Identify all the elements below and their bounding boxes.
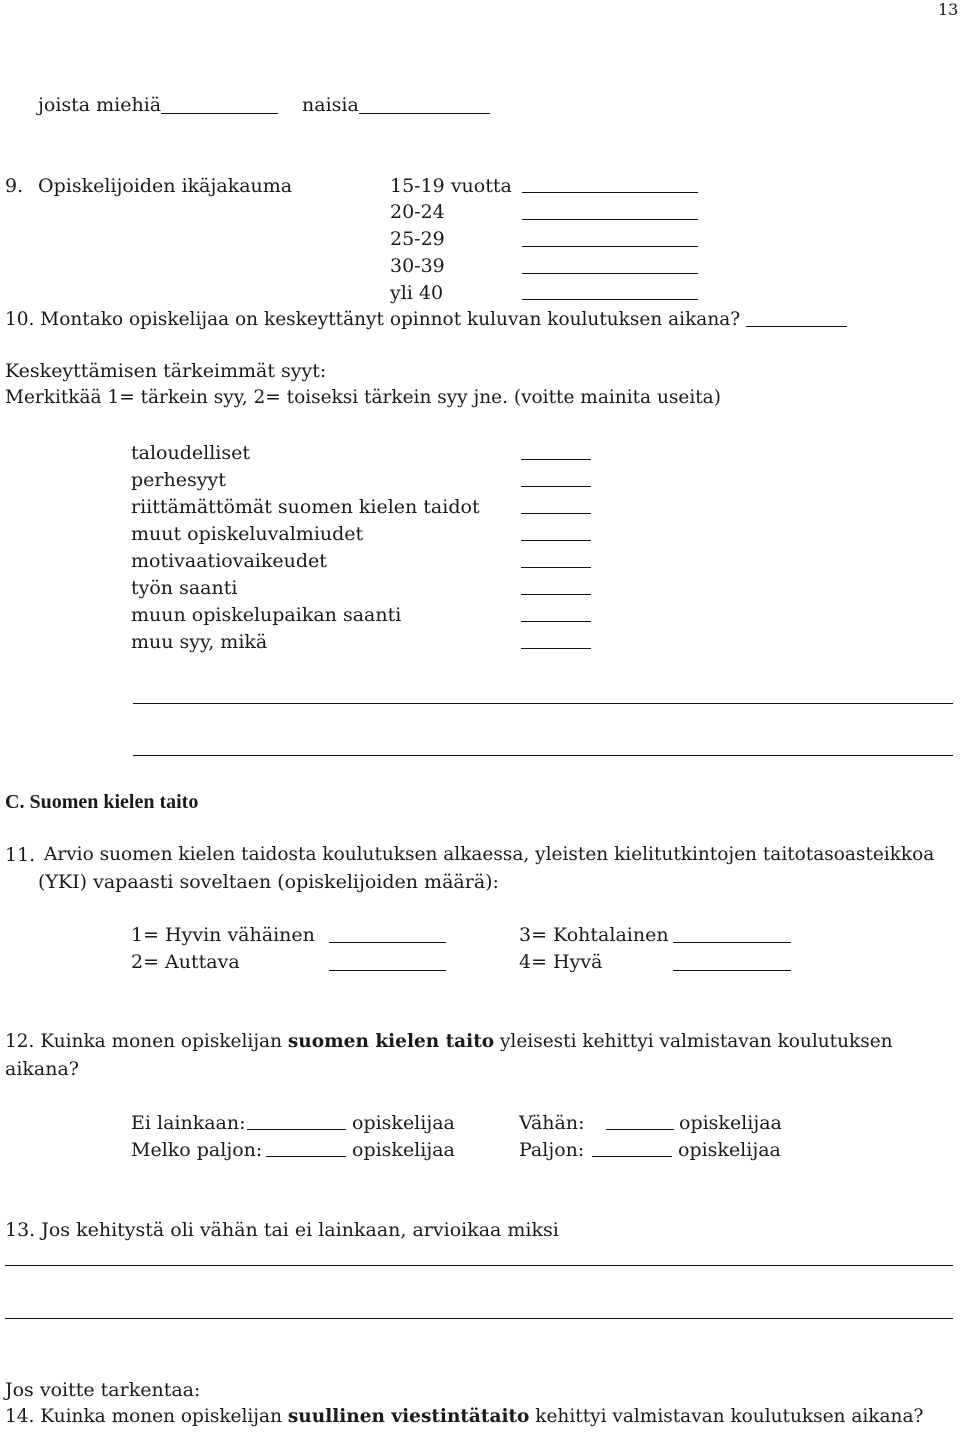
reason-label: riittämättömät suomen kielen taidot (131, 496, 480, 518)
age-range-label: yli 40 (390, 282, 444, 304)
q12-text-post: yleisesti kehittyi valmistavan koulutuksen (499, 1031, 893, 1052)
reason-answer-line[interactable] (521, 594, 591, 595)
level-label: 2= Auttava (131, 951, 240, 973)
reasons-instruction: Merkitkää 1= tärkein syy, 2= toiseksi tärkein syy jne. (voitte mainita useita) (5, 387, 721, 408)
reasons-heading: Keskeyttämisen tärkeimmät syyt: (5, 360, 327, 382)
q14-text-bold: suullinen viestintätaito (287, 1406, 530, 1427)
option-answer-line[interactable] (266, 1156, 346, 1157)
age-range-answer-line[interactable] (522, 299, 698, 300)
option-answer-line[interactable] (606, 1129, 674, 1130)
level-answer-line[interactable] (329, 942, 446, 943)
age-range-label: 20-24 (390, 201, 445, 223)
other-reason-line[interactable] (133, 703, 953, 704)
level-label: 3= Kohtalainen (519, 924, 669, 946)
reason-label: motivaatiovaikeudet (131, 550, 327, 572)
age-range-label: 30-39 (390, 255, 445, 277)
q12-text-bold: suomen kielen taito (287, 1031, 495, 1052)
level-label: 1= Hyvin vähäinen (131, 924, 315, 946)
women-label: naisia (302, 94, 359, 116)
level-answer-line[interactable] (329, 970, 446, 971)
age-range-answer-line[interactable] (522, 246, 698, 247)
option-unit: opiskelijaa (679, 1112, 782, 1134)
reason-label: muun opiskelupaikan saanti (131, 604, 402, 626)
q10-question: 10. Montako opiskelijaa on keskeyttänyt opinnot kuluvan koulutuksen aikana? (5, 309, 741, 330)
q13-answer-line[interactable] (5, 1318, 953, 1319)
age-range-answer-line[interactable] (522, 192, 698, 193)
reason-answer-line[interactable] (521, 486, 591, 487)
men-answer-line[interactable] (161, 113, 278, 114)
women-answer-line[interactable] (359, 113, 490, 114)
section-c-title: C. Suomen kielen taito (5, 791, 199, 813)
level-answer-line[interactable] (673, 970, 791, 971)
reason-label: muut opiskeluvalmiudet (131, 523, 364, 545)
q11-number: 11. (5, 844, 36, 866)
option-label: Melko paljon: (131, 1139, 263, 1161)
q12-question (5, 1033, 893, 1052)
q14-text-post: kehittyi valmistavan koulutuksen aikana? (535, 1406, 924, 1427)
page-number: 13 (938, 0, 959, 19)
reason-answer-line[interactable] (521, 648, 591, 649)
level-label: 4= Hyvä (519, 951, 603, 973)
q9-label: Opiskelijoiden ikäjakauma (38, 175, 293, 197)
level-answer-line[interactable] (673, 942, 791, 943)
q12-number: 12. (5, 1031, 35, 1052)
option-unit: opiskelijaa (678, 1139, 781, 1161)
option-unit: opiskelijaa (352, 1112, 455, 1134)
age-range-answer-line[interactable] (522, 219, 698, 220)
q14-text-pre: 14. Kuinka monen opiskelijan (5, 1406, 282, 1427)
q11-text-line2: (YKI) vapaasti soveltaen (opiskelijoiden määrä): (38, 871, 499, 893)
option-answer-line[interactable] (592, 1156, 672, 1157)
option-label: Paljon: (519, 1139, 585, 1161)
reason-answer-line[interactable] (521, 459, 591, 460)
reason-label: perhesyyt (131, 469, 226, 491)
q9-number: 9. (5, 175, 24, 197)
q11-text-line1: Arvio suomen kielen taidosta koulutuksen alkaessa, yleisten kielitutkintojen taitotasoasteikkoa (44, 844, 935, 865)
q12-text-line2: aikana? (5, 1058, 79, 1080)
other-reason-line[interactable] (133, 755, 953, 756)
reason-label: taloudelliset (131, 442, 250, 464)
reason-answer-line[interactable] (521, 540, 591, 541)
q13-question: 13. Jos kehitystä oli vähän tai ei lainkaan, arvioikaa miksi (5, 1219, 559, 1241)
reason-answer-line[interactable] (521, 513, 591, 514)
reason-answer-line[interactable] (521, 567, 591, 568)
age-range-label: 15-19 vuotta (390, 175, 512, 197)
q10-answer-line[interactable] (746, 326, 847, 327)
reason-label: työn saanti (131, 577, 238, 599)
option-answer-line[interactable] (247, 1129, 346, 1130)
elaborate-label: Jos voitte tarkentaa: (5, 1379, 201, 1401)
option-label: Ei lainkaan: (131, 1112, 246, 1134)
age-range-label: 25-29 (390, 228, 445, 250)
option-label: Vähän: (519, 1112, 585, 1134)
q12-text-pre: Kuinka monen opiskelijan (40, 1031, 282, 1052)
age-range-answer-line[interactable] (522, 273, 698, 274)
q14-question (5, 1408, 923, 1427)
men-label: joista miehiä (38, 94, 162, 116)
q13-answer-line[interactable] (5, 1265, 953, 1266)
reason-label: muu syy, mikä (131, 631, 268, 653)
option-unit: opiskelijaa (352, 1139, 455, 1161)
reason-answer-line[interactable] (521, 621, 591, 622)
